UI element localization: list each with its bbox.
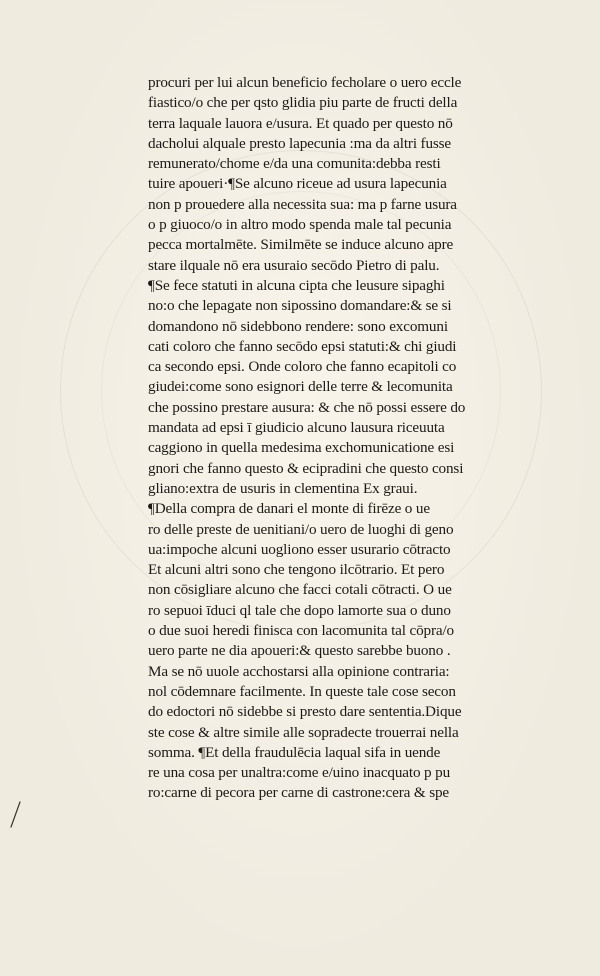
text-line: tuire apoueri·¶Se alcuno riceue ad usura lapecunia — [148, 175, 447, 193]
text-line: fiastico/o che per qsto glidia piu parte de fructi della — [148, 94, 458, 112]
text-line: Et alcuni altri sono che tengono ilcōtrario. Et pero — [148, 561, 445, 579]
text-line: non cōsigliare alcuno che facci cotali cōtracti. O ue — [148, 581, 452, 599]
text-line: caggiono in quella medesima exchomunicatione esi — [148, 439, 455, 457]
text-line: Ma se nō uuole acchostarsi alla opinione contraria: — [148, 662, 450, 680]
text-line: o p giuoco/o in altro modo spenda male tal pecunia — [148, 216, 452, 234]
body-text — [148, 73, 568, 804]
text-line: ca secondo epsi. Onde coloro che fanno ecapitoli co — [148, 358, 457, 376]
text-line: procuri per lui alcun beneficio fecholare o uero eccle — [148, 74, 462, 91]
text-line: terra laquale lauora e/usura. Et quado per questo nō — [148, 114, 453, 132]
text-line: gliano:extra de usuris in clementina Ex graui. — [148, 479, 418, 497]
text-line: che possino prestare ausura: & che nō possi essere do — [148, 398, 466, 416]
text-line: non p prouedere alla necessita sua: ma p farne usura — [148, 195, 457, 213]
text-line: cati coloro che fanno secōdo epsi statuti:& chi giudi — [148, 337, 457, 355]
text-line: nol cōdemnare facilmente. In queste tale cose secon — [148, 682, 456, 700]
text-line: ua:impoche alcuni uogliono esser usurario cōtracto — [148, 540, 451, 558]
text-line: gnori che fanno questo & ecipradini che questo consi — [148, 459, 464, 477]
text-line: o due suoi heredi finisca con lacomunita tal cōpra/o — [148, 622, 454, 640]
margin-pen-mark — [8, 800, 22, 830]
text-line: remunerato/chome e/da una comunita:debba resti — [148, 155, 441, 173]
text-line: ¶Se fece statuti in alcuna cipta che leusure sipaghi — [148, 276, 445, 294]
text-line: ro:carne di pecora per carne di castrone:cera & spe — [148, 784, 449, 802]
text-line: somma. ¶Et della fraudulēcia laqual sifa in uende — [148, 743, 441, 761]
text-line: ro sepuoi īduci ql tale che dopo lamorte sua o duno — [148, 601, 451, 619]
text-line: uero parte ne dia apoueri:& questo sarebbe buono . — [148, 642, 451, 660]
text-line: mandata ad epsi ī giudicio alcuno lausura riceuuta — [148, 419, 445, 437]
text-line: do edoctori nō sidebbe si presto dare sententia.Dique — [148, 703, 462, 721]
text-line: re una cosa per unaltra:come e/uino inacquato p pu — [148, 764, 451, 782]
text-line: ste cose & altre simile alle sopradecte trouerrai nella — [148, 723, 459, 741]
text-line: giudei:come sono esignori delle terre & lecomunita — [148, 378, 453, 396]
text-line: ¶Della compra de danari el monte di firēze o ue — [148, 500, 430, 518]
text-line: pecca mortalmēte. Similmēte se induce alcuno apre — [148, 236, 454, 254]
text-line: no:o che lepagate non sipossino domandare:& se si — [148, 297, 452, 315]
text-line: domandono nō sidebbono rendere: sono excomuni — [148, 317, 448, 335]
text-line: stare ilquale nō era usuraio secōdo Pietro di palu. — [148, 256, 440, 274]
text-line: ro delle preste de uenitiani/o uero de luoghi di geno — [148, 520, 454, 538]
text-line: dacholui alquale presto lapecunia :ma da altri fusse — [148, 134, 452, 152]
